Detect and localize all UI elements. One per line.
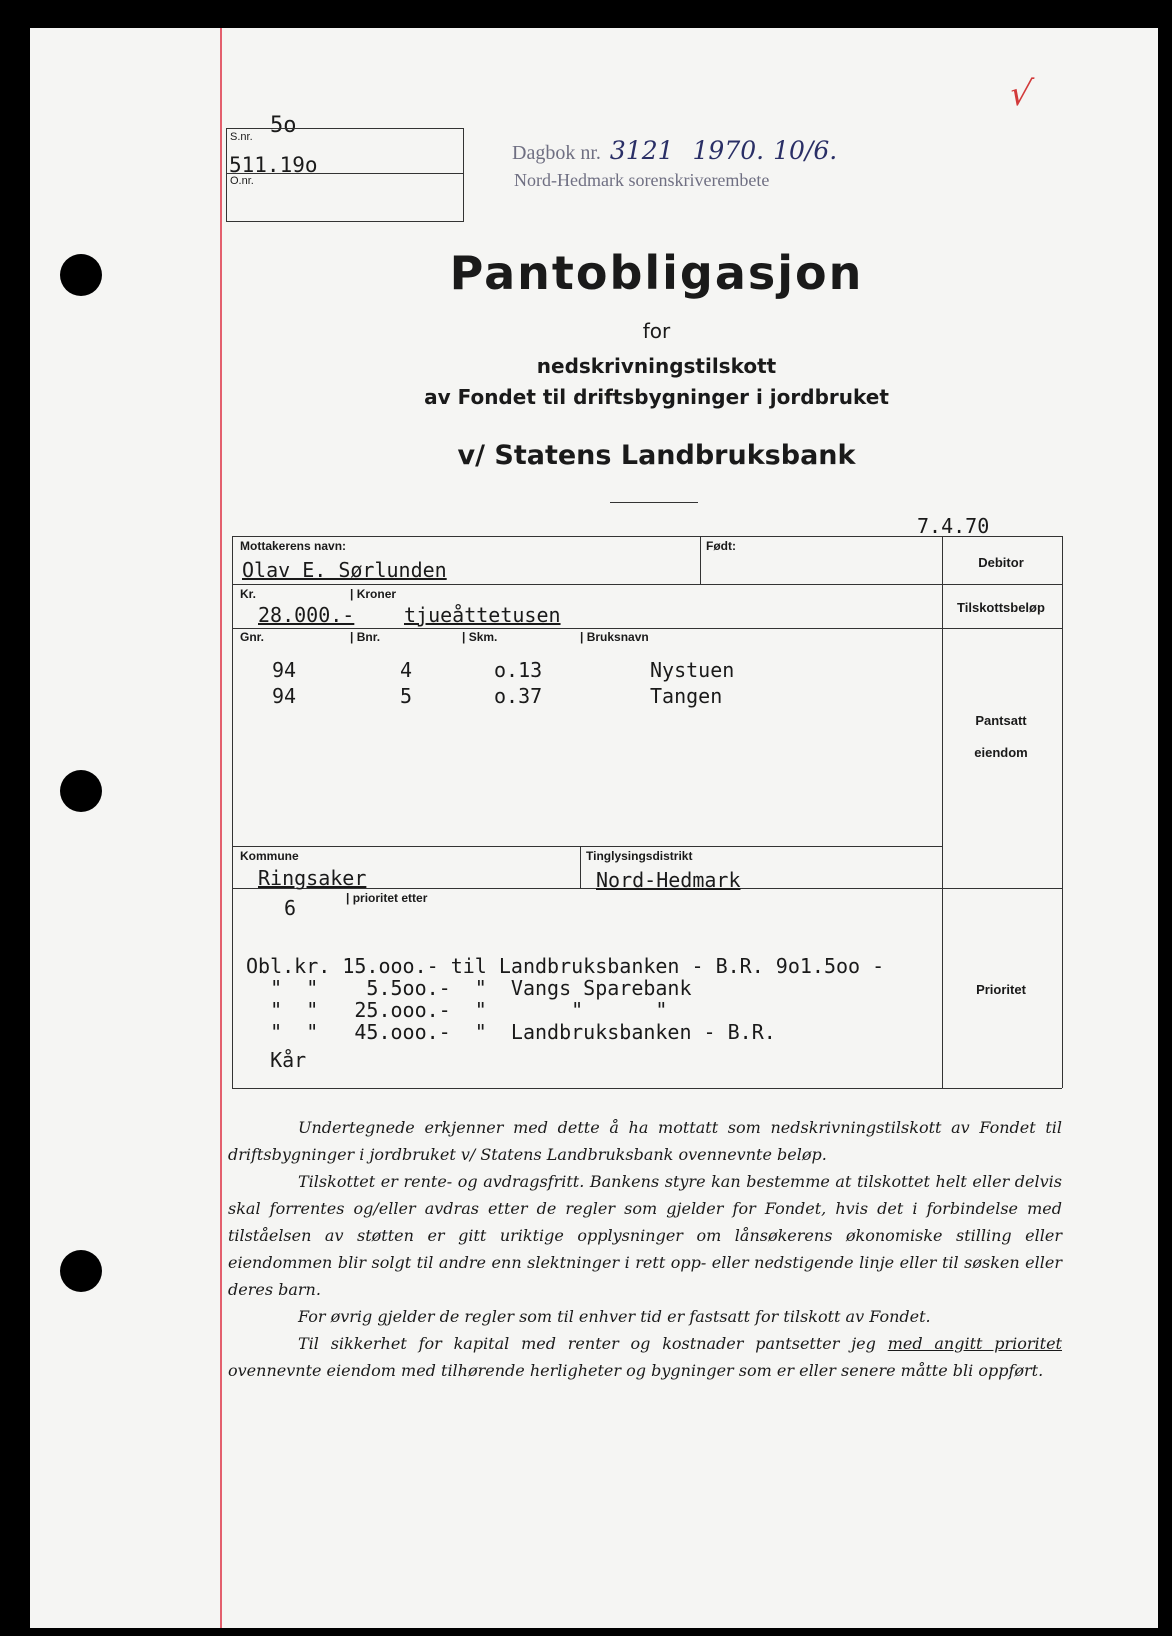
paragraph-end: ovennevnte eiendom med tilhørende herligheter og bygninger som er eller senere måtte bli oppført. (228, 1361, 1044, 1380)
bnr-label: | Bnr. (350, 630, 381, 644)
paragraph: Tilskottet er rente- og avdragsfritt. Bankens styre kan bestemme at tilskottet helt eller delvis skal forrentes og/eller avdras etter de regler som gjelder for Fondet, hvis det i forbindelse med tilståelsen av støtten er gitt uriktige opplysninger om lånsøkerens økonomiske stilling eller eiendommen blir solgt til andre enn slektninger i rett opp- eller nedstigende linje eller til søsken eller deres barn. (228, 1172, 1062, 1299)
registry-label: Tinglysingsdistrikt (586, 849, 693, 863)
stamp-number: 3121 (609, 136, 674, 165)
pledged-label-1: Pantsatt (975, 713, 1027, 728)
bruksnavn-value: Tangen (650, 684, 723, 708)
diary-stamp (512, 136, 837, 165)
skm-label: | Skm. (462, 630, 498, 644)
priority-line: Kår (246, 1048, 307, 1072)
paragraph: Undertegnede erkjenner med dette å ha mottatt som nedskrivningstilskott av Fondet til driftsbygninger i jordbruket v/ Statens Landbruksbank ovennevnte beløp. (228, 1118, 1062, 1164)
kroner-label: | Kroner (350, 587, 397, 601)
born-label: Født: (706, 539, 736, 553)
bnr-value: 5 (400, 684, 413, 708)
grant-amount-label: Tilskottsbeløp (957, 600, 1045, 615)
document-title: Pantobligasjon (449, 246, 864, 300)
skm-value: o.13 (494, 658, 543, 682)
paragraph (228, 1330, 1062, 1384)
priority-line: " " 45.ooo.- " Landbruksbanken - B.R. (246, 1020, 776, 1044)
gnr-value: 94 (272, 658, 297, 682)
stamp-prefix: Dagbok nr. (512, 142, 601, 164)
stamp-office: Nord-Hedmark sorenskriverembete (514, 170, 770, 190)
subtitle-line-2: av Fondet til driftsbygninger i jordbruket (424, 385, 889, 409)
bruksnavn-label-text: Bruksnavn (586, 630, 649, 644)
skm-value: o.37 (494, 684, 543, 708)
priority-line: " " 25.ooo.- " " " (246, 998, 668, 1022)
pledged-label-2: eiendom (974, 745, 1028, 760)
stamp-year: 1970. (692, 136, 765, 165)
punch-hole (60, 770, 102, 812)
declaration-text (228, 1114, 1062, 1384)
title-divider (610, 502, 698, 503)
paragraph: For øvrig gjelder de regler som til enhver tid er fastsatt for tilskott av Fondet. (298, 1307, 931, 1326)
gnr-value: 94 (272, 684, 297, 708)
priority-line: " " 5.5oo.- " Vangs Sparebank (246, 976, 692, 1000)
gnr-label: Gnr. (240, 630, 265, 644)
bruksnavn-label: | Bruksnavn (580, 630, 649, 644)
onr-value: 511.19o (229, 153, 318, 177)
priority-label: Prioritet (976, 982, 1026, 997)
amount-words: tjueåttetusen (404, 603, 561, 627)
subtitle-line-1: nedskrivningstilskott (536, 354, 777, 378)
kr-label: Kr. (240, 587, 257, 601)
bnr-label-text: Bnr. (356, 630, 381, 644)
document-page (30, 28, 1158, 1628)
underlined-phrase: med angitt prioritet (887, 1334, 1062, 1353)
page-number: 5o (270, 113, 297, 138)
stamp-date: 10/6. (773, 136, 838, 165)
subtitle-line-3: v/ Statens Landbruksbank (457, 440, 856, 471)
kroner-label-text: Kroner (356, 587, 397, 601)
municipality-label: Kommune (240, 849, 299, 863)
municipality-value: Ringsaker (258, 866, 367, 890)
registry-value: Nord-Hedmark (596, 868, 741, 892)
recipient-value: Olav E. Sørlunden (242, 558, 447, 582)
title-for: for (642, 319, 671, 343)
recipient-label: Mottakerens navn: (240, 539, 347, 553)
priority-number: 6 (284, 896, 297, 920)
debtor-label: Debitor (978, 555, 1024, 570)
written-date: 7.4.70 (917, 514, 990, 538)
priority-after-label: | prioritet etter (346, 891, 428, 905)
onr-label: O.nr. (230, 175, 254, 187)
priority-after-text: prioritet etter (352, 891, 428, 905)
punch-hole (60, 1250, 102, 1292)
skm-label-text: Skm. (468, 630, 498, 644)
serial-number-box (226, 128, 464, 222)
snr-label: S.nr. (230, 131, 253, 143)
amount-value: 28.000.- (258, 603, 355, 627)
bnr-value: 4 (400, 658, 413, 682)
priority-line: Obl.kr. 15.ooo.- til Landbruksbanken - B.R. 9o1.5oo - (246, 954, 885, 978)
check-mark: √ (1006, 74, 1036, 114)
paragraph-start: Til sikkerhet for kapital med renter og kostnader pantsetter jeg (298, 1334, 876, 1353)
bruksnavn-value: Nystuen (650, 658, 735, 682)
